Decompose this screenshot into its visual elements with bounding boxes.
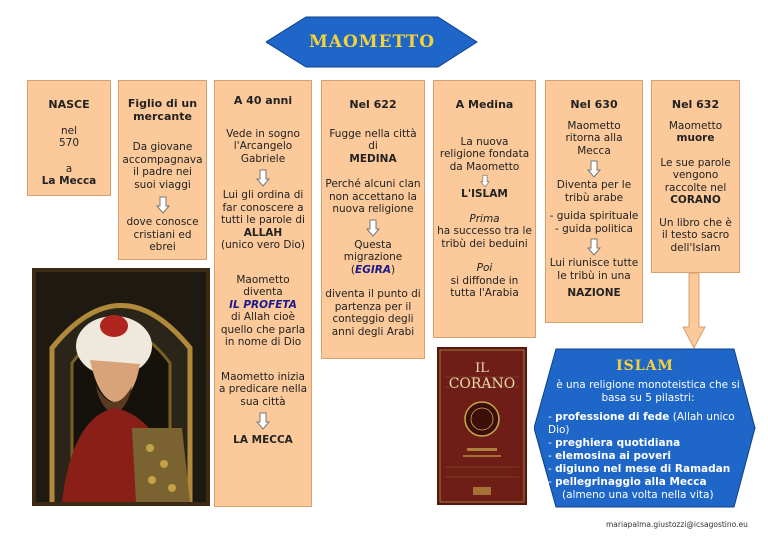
pillars-list [548, 411, 748, 502]
box-head: Nel 632 [671, 98, 720, 111]
pillar-name: pellegrinaggio alla Mecca [555, 476, 707, 488]
text: Perché alcuni clan non accettano la nuova religione [325, 178, 421, 215]
text: EGIRA [355, 263, 391, 276]
pillar-name: elemosina ai poveri [555, 450, 672, 462]
text: MEDINA [349, 152, 397, 165]
box-632 [651, 80, 740, 273]
text: - guida politica [555, 222, 633, 235]
text: Le sue parole vengono raccolte nel [660, 156, 731, 194]
text: nel [60, 124, 78, 137]
islam-body [548, 379, 748, 502]
arrow-down-icon [682, 273, 706, 349]
text: Un libro che è il testo sacro dell'Islam [659, 216, 732, 254]
pillar-item: - pellegrinaggio alla Mecca [548, 476, 707, 488]
text: La nuova religione fondata da Maometto [439, 135, 530, 173]
box-medina [433, 80, 536, 338]
text: IL PROFETA [229, 298, 297, 311]
text: La Mecca [41, 175, 97, 187]
box-40-anni [214, 80, 312, 507]
pillar-name: preghiera quotidiana [555, 437, 681, 449]
book-title-line-1: IL [475, 361, 489, 376]
box-head: NASCE [48, 98, 90, 111]
text: Vede in sogno l'Arcangelo Gabriele [226, 127, 300, 165]
text: CORANO [670, 194, 721, 206]
box-622: Nel 622 Fugge nella città di MEDINA Perché alcuni clan non accettano la nuova religione Questa migrazione (EGIRA) diventa il punto di partenza per il conteggio degli anni degli Arabi [321, 80, 425, 359]
text: 570 [58, 137, 80, 149]
text: LA MECCA [233, 434, 293, 446]
text: - guida spirituale [549, 210, 639, 222]
text: Lui riunisce tutte le tribù in una [549, 257, 639, 282]
box-head: A 40 anni [233, 94, 293, 107]
text: Maometto ritorna alla Mecca [565, 119, 623, 157]
text: ha successo tra le tribù dei beduini [437, 225, 532, 250]
text: si diffonde in tutta l'Arabia [450, 274, 519, 299]
arrow-down-icon [480, 174, 490, 188]
text: Poi [476, 262, 493, 274]
book-title-line-2: CORANO [448, 376, 516, 392]
box-nasce [27, 80, 111, 196]
box-head: Nel 622 [349, 98, 397, 111]
text: muore [676, 132, 715, 144]
arrow-down-icon [366, 219, 380, 237]
pillar-item: - professione di fede (Allah unico Dio) [548, 411, 735, 436]
text: Diventa per le tribù arabe [556, 179, 632, 204]
text: Maometto [668, 119, 723, 132]
arrow-down-icon [256, 169, 270, 187]
arrow-down-icon [156, 196, 170, 214]
text: (unico vero Dio) [221, 239, 305, 251]
text: Da giovane accompagnava il padre nei suoi viaggi [122, 141, 203, 191]
text: Questa migrazione [343, 238, 403, 263]
text: Maometto inizia a predicare nella sua città [218, 370, 308, 408]
box-head: Figlio di un mercante [127, 97, 198, 123]
footer-email: mariapalma.giustozzi@icsagostino.eu [606, 520, 748, 529]
box-head: A Medina [455, 98, 514, 111]
islam-title: ISLAM [616, 358, 674, 374]
page-title: MAOMETTO [308, 32, 436, 52]
arrow-down-icon [256, 412, 270, 430]
pillar-name: professione di fede [555, 411, 670, 423]
text: ALLAH [243, 226, 283, 239]
islam-intro: è una religione monoteistica che si basa su 5 pilastri: [556, 379, 740, 404]
text: diventa il punto di partenza per il conteggio degli anni degli Arabi [325, 288, 421, 338]
text: Prima [469, 212, 500, 225]
arrow-down-icon [587, 160, 601, 178]
pillar-item: - elemosina ai poveri [548, 450, 672, 462]
pillar-item: - digiuno nel mese di Ramadan [548, 463, 731, 475]
portrait-image [32, 268, 210, 506]
box-head: Nel 630 [570, 98, 618, 111]
text: L'ISLAM [461, 188, 508, 200]
pillar-note: (Allah unico Dio) [548, 411, 735, 436]
pillar-note: (almeno una volta nella vita) [562, 489, 714, 501]
text: Lui gli ordina di far conoscere a tutti le parole di [221, 189, 305, 226]
arrow-down-icon [587, 238, 601, 256]
text: NAZIONE [567, 287, 621, 299]
text: di Allah cioè quello che parla in nome di Dio [220, 311, 306, 348]
text: a [65, 162, 73, 175]
pillar-name: digiuno nel mese di Ramadan [555, 463, 731, 475]
box-630 [545, 80, 643, 323]
text: Fugge nella città di [329, 127, 417, 152]
book-cover-image [437, 347, 527, 505]
box-figlio [118, 80, 207, 260]
text: dove conosce cristiani ed ebrei [126, 216, 199, 253]
text: Maometto diventa [236, 273, 290, 298]
pillar-item: - preghiera quotidiana [548, 437, 681, 449]
